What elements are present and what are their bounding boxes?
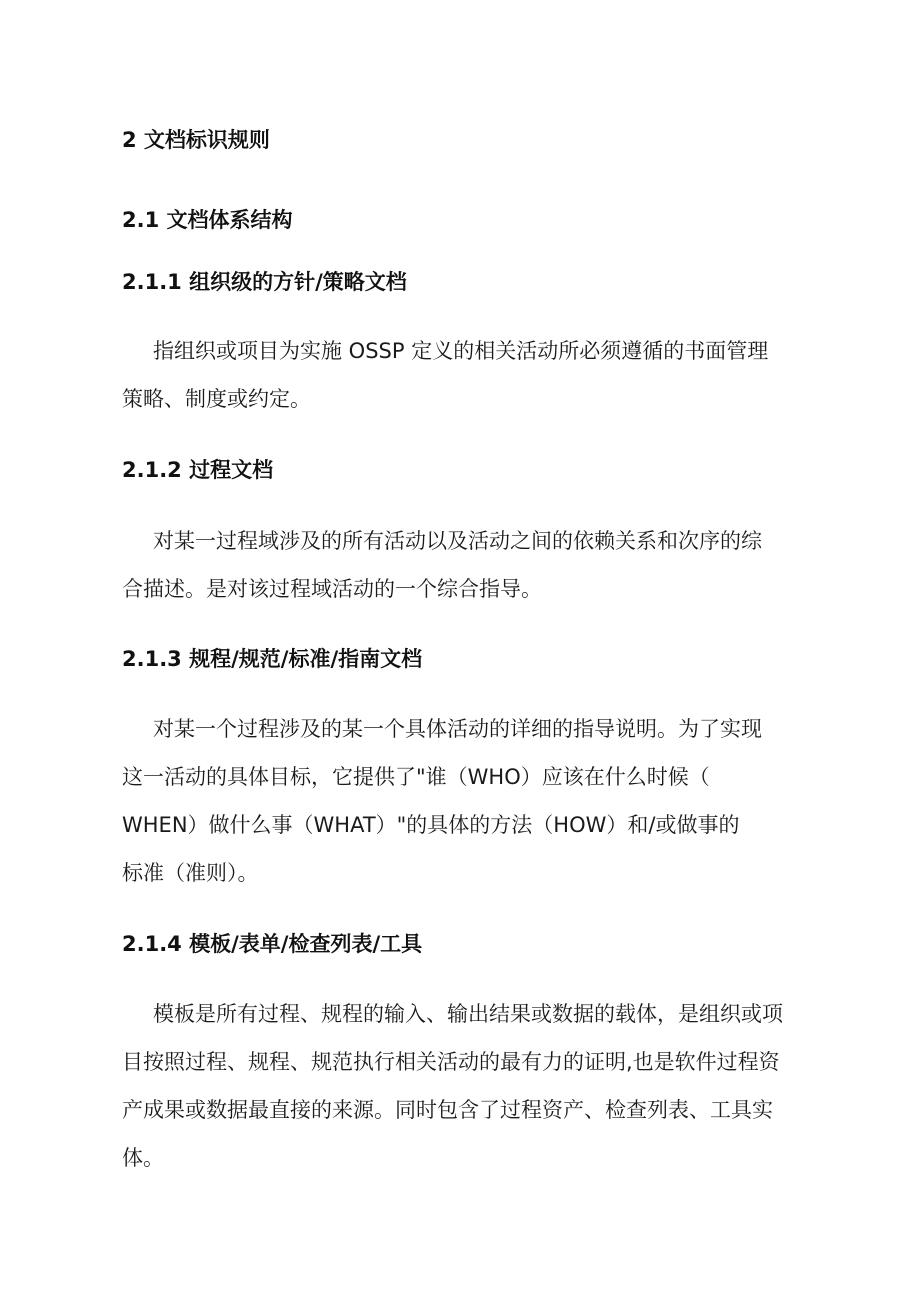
paragraph-line: 目按照过程、规程、规范执行相关活动的最有力的证明,也是软件过程资 bbox=[122, 1050, 780, 1074]
paragraph-line: 标准（准则）。 bbox=[122, 861, 259, 885]
paragraph-line: 对某一过程域涉及的所有活动以及活动之间的依赖关系和次序的综 bbox=[153, 529, 762, 553]
section-heading-2-1-4: 2.1.4 模板/表单/检查列表/工具 bbox=[122, 932, 423, 956]
paragraph-2-1-4 bbox=[122, 990, 800, 1182]
chapter-heading: 2 文档标识规则 bbox=[122, 128, 270, 152]
paragraph-line: 合描述。是对该过程域活动的一个综合指导。 bbox=[122, 577, 542, 601]
paragraph-2-1-1 bbox=[122, 327, 800, 423]
paragraph-line: 指组织或项目为实施 OSSP 定义的相关活动所必须遵循的书面管理 bbox=[153, 339, 769, 363]
paragraph-line: 对某一个过程涉及的某一个具体活动的详细的指导说明。为了实现 bbox=[153, 717, 762, 741]
paragraph-line: 产成果或数据最直接的来源。同时包含了过程资产、检查列表、工具实 bbox=[122, 1098, 773, 1122]
section-heading-2-1: 2.1 文档体系结构 bbox=[122, 208, 293, 232]
paragraph-line: 策略、制度或约定。 bbox=[122, 387, 311, 411]
paragraph-line: 这一活动的具体目标，它提供了"谁（WHO）应该在什么时候（ bbox=[122, 765, 710, 789]
paragraph-2-1-3 bbox=[122, 705, 800, 897]
paragraph-line: WHEN）做什么事（WHAT）"的具体的方法（HOW）和/或做事的 bbox=[122, 813, 740, 837]
paragraph-line: 体。 bbox=[122, 1146, 164, 1170]
paragraph-line: 模板是所有过程、规程的输入、输出结果或数据的载体，是组织或项 bbox=[153, 1002, 783, 1026]
paragraph-2-1-2 bbox=[122, 517, 800, 613]
section-heading-2-1-1: 2.1.1 组织级的方针/策略文档 bbox=[122, 270, 407, 294]
section-heading-2-1-3: 2.1.3 规程/规范/标准/指南文档 bbox=[122, 647, 423, 671]
section-heading-2-1-2: 2.1.2 过程文档 bbox=[122, 458, 274, 482]
